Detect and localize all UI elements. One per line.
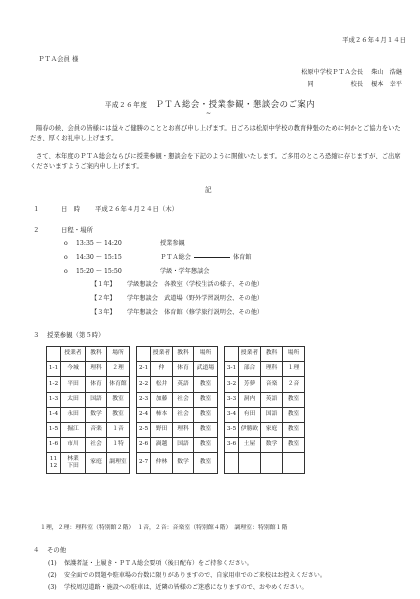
- column-header: 場所: [283, 347, 305, 362]
- section-label: 日程・場所: [61, 226, 93, 234]
- empty-cell: [283, 453, 305, 474]
- cell-place: １特: [107, 438, 130, 453]
- sender-name: 榎本 幸平: [371, 81, 402, 88]
- bullet: o: [64, 268, 68, 275]
- column-gap: [218, 392, 225, 407]
- cell-teacher: 土屋: [239, 438, 261, 453]
- cell-place: ２音: [283, 377, 305, 392]
- cell-subject: 国語: [173, 438, 194, 453]
- section-label: 日 時: [61, 205, 81, 213]
- cell-place: 調理室: [107, 453, 130, 474]
- schedule-item: [64, 268, 210, 276]
- title-year: 平成２６年度: [104, 101, 148, 109]
- column-gap: [130, 453, 137, 474]
- sender-pta-president: [301, 69, 402, 77]
- cell-teacher: 松井: [151, 377, 173, 392]
- column-gap: [218, 377, 225, 392]
- cell-teacher: 加藤: [151, 392, 173, 407]
- column-gap: [218, 347, 225, 362]
- column-header: 教科: [261, 347, 283, 362]
- column-header: 場所: [194, 347, 218, 362]
- cell-place: １理: [283, 362, 305, 377]
- cell-cls: 3-3: [225, 392, 239, 407]
- cell-teacher: 平田: [61, 377, 86, 392]
- cell-subject: 体育: [86, 377, 107, 392]
- table-row: [47, 407, 305, 422]
- cell-teacher: 市川: [61, 438, 86, 453]
- cell-cls: 1-3: [47, 392, 61, 407]
- cell-place: 教室: [194, 453, 218, 474]
- column-header: 教科: [86, 347, 107, 362]
- cell-cls: 3-5: [225, 422, 239, 437]
- bullet: o: [64, 240, 68, 247]
- cell-subject: 家庭: [261, 422, 283, 437]
- cell-cls: 11 12: [47, 453, 61, 474]
- other-item: [48, 560, 253, 568]
- cell-place: ２理: [107, 362, 130, 377]
- title-main: ＰＴＡ総会・授業参観・懇談会のご案内: [155, 99, 316, 109]
- cell-cls: 2-3: [137, 392, 151, 407]
- cell-subject: 社会: [86, 438, 107, 453]
- cell-teacher: 永田: [61, 407, 86, 422]
- cell-cls: 1-4: [47, 407, 61, 422]
- ki-heading: 記: [205, 186, 212, 194]
- sender-org: 松原中学校ＰＴＡ会長: [301, 69, 364, 76]
- item-number: (1): [48, 560, 57, 567]
- cell-cls: 2-7: [137, 453, 151, 474]
- item-number: (3): [48, 584, 57, 591]
- section-class-observation: [33, 331, 105, 340]
- cell-teacher: 仲林: [151, 453, 173, 474]
- column-gap: [218, 362, 225, 377]
- grade-label: 【３年】: [91, 309, 116, 316]
- cell-teacher: 有田: [239, 407, 261, 422]
- cell-cls: 2-2: [137, 377, 151, 392]
- cell-place: １音: [107, 422, 130, 437]
- issue-date: 平成２６年４月１４日: [342, 36, 406, 44]
- grade-text: 学級懇談会 各教室（学校生活の様子、その他）: [127, 281, 264, 288]
- room-note: １理，２理：理科室（特別館２階） １音，２音：音楽室（特別館４階） 調理室：特別館１階: [40, 525, 288, 531]
- column-gap: [130, 392, 137, 407]
- cell-subject: 国語: [261, 407, 283, 422]
- sender-org: 同 校長: [307, 81, 364, 88]
- cell-teacher: 柿本: [151, 407, 173, 422]
- empty-cell: [225, 453, 239, 474]
- class-observation-table: [46, 346, 305, 474]
- column-header: 授業者: [61, 347, 86, 362]
- cell-teacher: 洞内: [239, 392, 261, 407]
- cell-subject: 理科: [86, 362, 107, 377]
- cell-subject: 理科: [173, 422, 194, 437]
- cell-cls: 1-6: [47, 438, 61, 453]
- bullet: o: [64, 254, 68, 261]
- cell-teacher: 渦越: [151, 438, 173, 453]
- grade-label: 【２年】: [91, 295, 116, 302]
- schedule-item: [64, 240, 185, 248]
- table-header-row: [47, 347, 305, 362]
- other-item: [48, 572, 326, 580]
- item-text: 安全面での問題や駐車場の台数に限りがありますので、自家用車でのご来校はお控えください。: [64, 572, 326, 579]
- schedule-time: 13:35 ～ 14:20: [76, 240, 122, 247]
- column-gap: [218, 453, 225, 474]
- column-gap: [218, 438, 225, 453]
- cell-cls: 3-1: [225, 362, 239, 377]
- column-gap: [130, 422, 137, 437]
- table-row: [47, 453, 305, 474]
- cell-place: 体育館: [107, 377, 130, 392]
- cell-subject: 英語: [261, 392, 283, 407]
- schedule-time: 14:30 ～ 15:15: [76, 254, 122, 261]
- section-other: [33, 546, 66, 555]
- grade-meeting: [91, 281, 263, 289]
- cell-teacher: 部合: [239, 362, 261, 377]
- section-label: 授業参観（第５時）: [47, 331, 105, 339]
- cell-place: 教室: [107, 392, 130, 407]
- cell-cls: 1-5: [47, 422, 61, 437]
- section-number: ２: [33, 226, 40, 234]
- cell-teacher: 太田: [61, 392, 86, 407]
- cell-subject: 体育: [173, 362, 194, 377]
- cell-subject: 音楽: [261, 377, 283, 392]
- schedule-event: ＰＴＡ総会: [160, 254, 191, 261]
- empty-cell: [261, 453, 283, 474]
- cell-subject: 英語: [173, 377, 194, 392]
- cell-cls: 2-1: [137, 362, 151, 377]
- cell-subject: 社会: [173, 392, 194, 407]
- column-gap: [130, 407, 137, 422]
- column-gap: [218, 422, 225, 437]
- class-header: [225, 347, 239, 362]
- cell-place: 武道場: [194, 362, 218, 377]
- section-number: ４: [33, 546, 40, 554]
- cell-place: 教室: [194, 392, 218, 407]
- schedule-time: 15:20 ～ 15:50: [76, 268, 122, 275]
- cell-subject: 理科: [261, 362, 283, 377]
- schedule-item: [64, 254, 252, 262]
- title-tilde: ~: [206, 110, 212, 117]
- schedule-place: 体育館: [232, 254, 252, 261]
- cell-subject: 社会: [173, 407, 194, 422]
- cell-teacher: 野田: [151, 422, 173, 437]
- cell-teacher: 伊勝欧: [239, 422, 261, 437]
- event-date: 平成２６年４月２４日（木）: [95, 205, 179, 213]
- cell-place: 教室: [194, 407, 218, 422]
- addressee: ＰＴＡ会員 様: [38, 55, 79, 63]
- cell-subject: 国語: [86, 392, 107, 407]
- cell-place: 教室: [283, 422, 305, 437]
- cell-teacher: 林業 下田: [61, 453, 86, 474]
- item-text: 学校周辺道路・施設への駐車は、近隣の皆様のご迷惑になりますので、おやめください。: [64, 584, 308, 591]
- cell-place: 教室: [283, 407, 305, 422]
- cell-cls: 1-2: [47, 377, 61, 392]
- section-schedule: [33, 226, 93, 235]
- sender-principal: [307, 81, 402, 89]
- greeting-paragraph: 陽春の候、会員の皆様には益々ご健勝のこととお喜び申し上げます。日ごろは松原中学校の教育伸張のために何かとご協力をいただき、厚くお礼申し上げます。: [30, 125, 401, 142]
- cell-place: 教室: [283, 438, 305, 453]
- grade-meeting: [91, 295, 263, 303]
- section-number: １: [33, 205, 40, 213]
- cell-place: 教室: [194, 438, 218, 453]
- document-title: [0, 99, 420, 110]
- item-text: 保護者証・上履き・ＰＴＡ総会要項（後日配布）をご持参ください。: [64, 560, 253, 567]
- section-datetime: [33, 205, 178, 214]
- column-gap: [130, 438, 137, 453]
- cell-cls: 1-1: [47, 362, 61, 377]
- cell-subject: 音楽: [86, 422, 107, 437]
- cell-place: 教室: [194, 422, 218, 437]
- column-gap: [130, 377, 137, 392]
- cell-cls: 2-5: [137, 422, 151, 437]
- invitation-paragraph: さて、本年度のＰＴＡ総会ならびに授業参観・懇談会を下記のように開催いたします。ご多用のところ恐縮に存じますが、ご出席くださいますようご案内申し上げます。: [30, 153, 401, 170]
- cell-cls: 3-2: [225, 377, 239, 392]
- table-row: [47, 392, 305, 407]
- class-header: [137, 347, 151, 362]
- cell-subject: 数学: [86, 407, 107, 422]
- cell-cls: 2-4: [137, 407, 151, 422]
- column-gap: [130, 362, 137, 377]
- table-row: [47, 362, 305, 377]
- cell-teacher: 掘江: [61, 422, 86, 437]
- column-header: 授業者: [239, 347, 261, 362]
- column-header: 場所: [107, 347, 130, 362]
- cell-cls: 3-6: [225, 438, 239, 453]
- column-header: 教科: [173, 347, 194, 362]
- grade-label: 【１年】: [91, 281, 116, 288]
- cell-teacher: 今城: [61, 362, 86, 377]
- cell-place: 教室: [194, 377, 218, 392]
- item-number: (2): [48, 572, 57, 579]
- grade-text: 学年懇談会 体育館（修学旅行説明会、その他）: [127, 309, 264, 316]
- column-header: 授業者: [151, 347, 173, 362]
- class-header: [47, 347, 61, 362]
- schedule-event: 授業参観: [160, 240, 185, 247]
- other-item: [48, 584, 308, 592]
- cell-teacher: 芳夢: [239, 377, 261, 392]
- cell-cls: 2-6: [137, 438, 151, 453]
- schedule-event: 学級・学年懇談会: [160, 268, 210, 275]
- cell-cls: 3-4: [225, 407, 239, 422]
- cell-subject: 数学: [173, 453, 194, 474]
- cell-place: 教室: [283, 392, 305, 407]
- section-number: ３: [33, 331, 40, 339]
- cell-subject: 数学: [261, 438, 283, 453]
- leader-line: [194, 257, 230, 258]
- grade-text: 学年懇談会 武道場（野外学習説明会、その他）: [127, 295, 264, 302]
- table-row: [47, 438, 305, 453]
- cell-teacher: 仲: [151, 362, 173, 377]
- cell-place: 教室: [107, 407, 130, 422]
- table-row: [47, 422, 305, 437]
- table-row: [47, 377, 305, 392]
- column-gap: [218, 407, 225, 422]
- sender-name: 柴山 浩継: [371, 69, 402, 76]
- cell-subject: 家庭: [86, 453, 107, 474]
- column-gap: [130, 347, 137, 362]
- empty-cell: [239, 453, 261, 474]
- grade-meeting: [91, 309, 263, 317]
- section-label: その他: [47, 546, 67, 554]
